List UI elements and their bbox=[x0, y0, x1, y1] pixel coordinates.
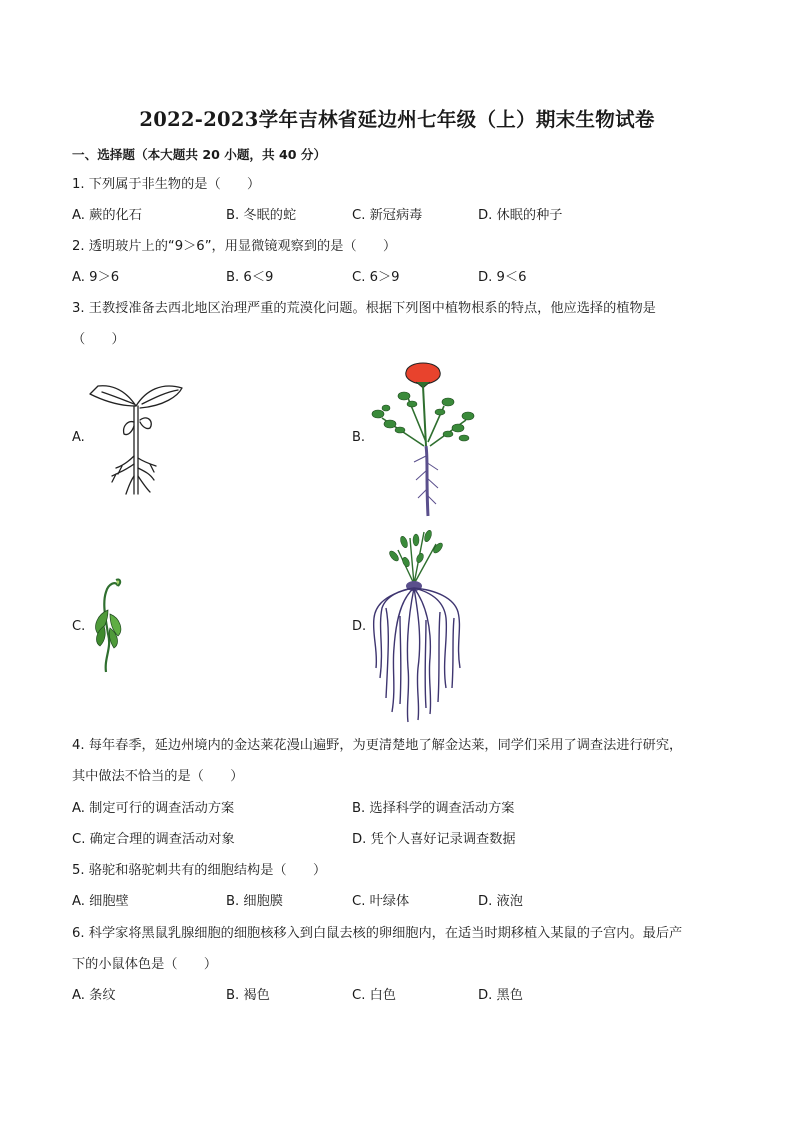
q3-option-d-label[interactable]: D. bbox=[352, 619, 367, 634]
question-6-stem: 6. 科学家将黑鼠乳腺细胞的细胞核移入到白鼠去核的卵细胞内，在适当时期移植入某鼠的子宫内。最后产 bbox=[72, 926, 683, 941]
question-4-stem-cont: 其中做法不恰当的是（ ） bbox=[72, 769, 244, 784]
q5-option-d[interactable]: D. 液泡 bbox=[478, 894, 523, 909]
q5-option-b[interactable]: B. 细胞膜 bbox=[226, 894, 283, 909]
q6-option-b[interactable]: B. 褐色 bbox=[226, 988, 270, 1003]
q6-option-c[interactable]: C. 白色 bbox=[352, 988, 396, 1003]
section-heading: 一、选择题（本大题共 20 小题，共 40 分） bbox=[72, 147, 327, 162]
q1-option-b[interactable]: B. 冬眠的蛇 bbox=[226, 208, 297, 223]
seedling-plant-image[interactable] bbox=[88, 376, 188, 500]
q3-option-b-label[interactable]: B. bbox=[352, 430, 366, 445]
q4-option-a[interactable]: A. 制定可行的调查活动方案 bbox=[72, 801, 235, 816]
question-2-stem: 2. 透明玻片上的“9＞6”，用显微镜观察到的是（ ） bbox=[72, 239, 397, 254]
q1-option-c[interactable]: C. 新冠病毒 bbox=[352, 208, 423, 223]
q2-option-b[interactable]: B. 6＜9 bbox=[226, 270, 274, 285]
flowering-plant-image[interactable] bbox=[368, 358, 478, 518]
q3-option-a-label[interactable]: A. bbox=[72, 430, 85, 445]
q3-option-c-label[interactable]: C. bbox=[72, 619, 86, 634]
question-3-stem: 3. 王教授准备去西北地区治理严重的荒漠化问题。根据下列图中植物根系的特点，他应选择的植物是 bbox=[72, 301, 656, 316]
q4-option-d[interactable]: D. 凭个人喜好记录调查数据 bbox=[352, 832, 516, 847]
sprout-image[interactable] bbox=[88, 574, 130, 676]
fibrous-root-plant-image[interactable] bbox=[370, 528, 470, 724]
q5-option-a[interactable]: A. 细胞壁 bbox=[72, 894, 129, 909]
question-1-stem: 1. 下列属于非生物的是（ ） bbox=[72, 177, 261, 192]
question-3-stem-cont: （ ） bbox=[72, 332, 125, 347]
q2-option-a[interactable]: A. 9＞6 bbox=[72, 270, 120, 285]
q2-option-d[interactable]: D. 9＜6 bbox=[478, 270, 527, 285]
page-title: 2022-2023学年吉林省延边州七年级（上）期末生物试卷 bbox=[139, 108, 655, 131]
question-6-stem-cont: 下的小鼠体色是（ ） bbox=[72, 957, 218, 972]
q2-option-c[interactable]: C. 6＞9 bbox=[352, 270, 400, 285]
q6-option-d[interactable]: D. 黑色 bbox=[478, 988, 523, 1003]
q4-option-b[interactable]: B. 选择科学的调查活动方案 bbox=[352, 801, 515, 816]
question-5-stem: 5. 骆驼和骆驼刺共有的细胞结构是（ ） bbox=[72, 863, 327, 878]
q5-option-c[interactable]: C. 叶绿体 bbox=[352, 894, 410, 909]
question-4-stem: 4. 每年春季，延边州境内的金达莱花漫山遍野，为更清楚地了解金达莱，同学们采用了调查法进行研究， bbox=[72, 738, 683, 753]
q1-option-a[interactable]: A. 蕨的化石 bbox=[72, 208, 142, 223]
q4-option-c[interactable]: C. 确定合理的调查活动对象 bbox=[72, 832, 235, 847]
q6-option-a[interactable]: A. 条纹 bbox=[72, 988, 116, 1003]
q1-option-d[interactable]: D. 休眠的种子 bbox=[478, 208, 563, 223]
